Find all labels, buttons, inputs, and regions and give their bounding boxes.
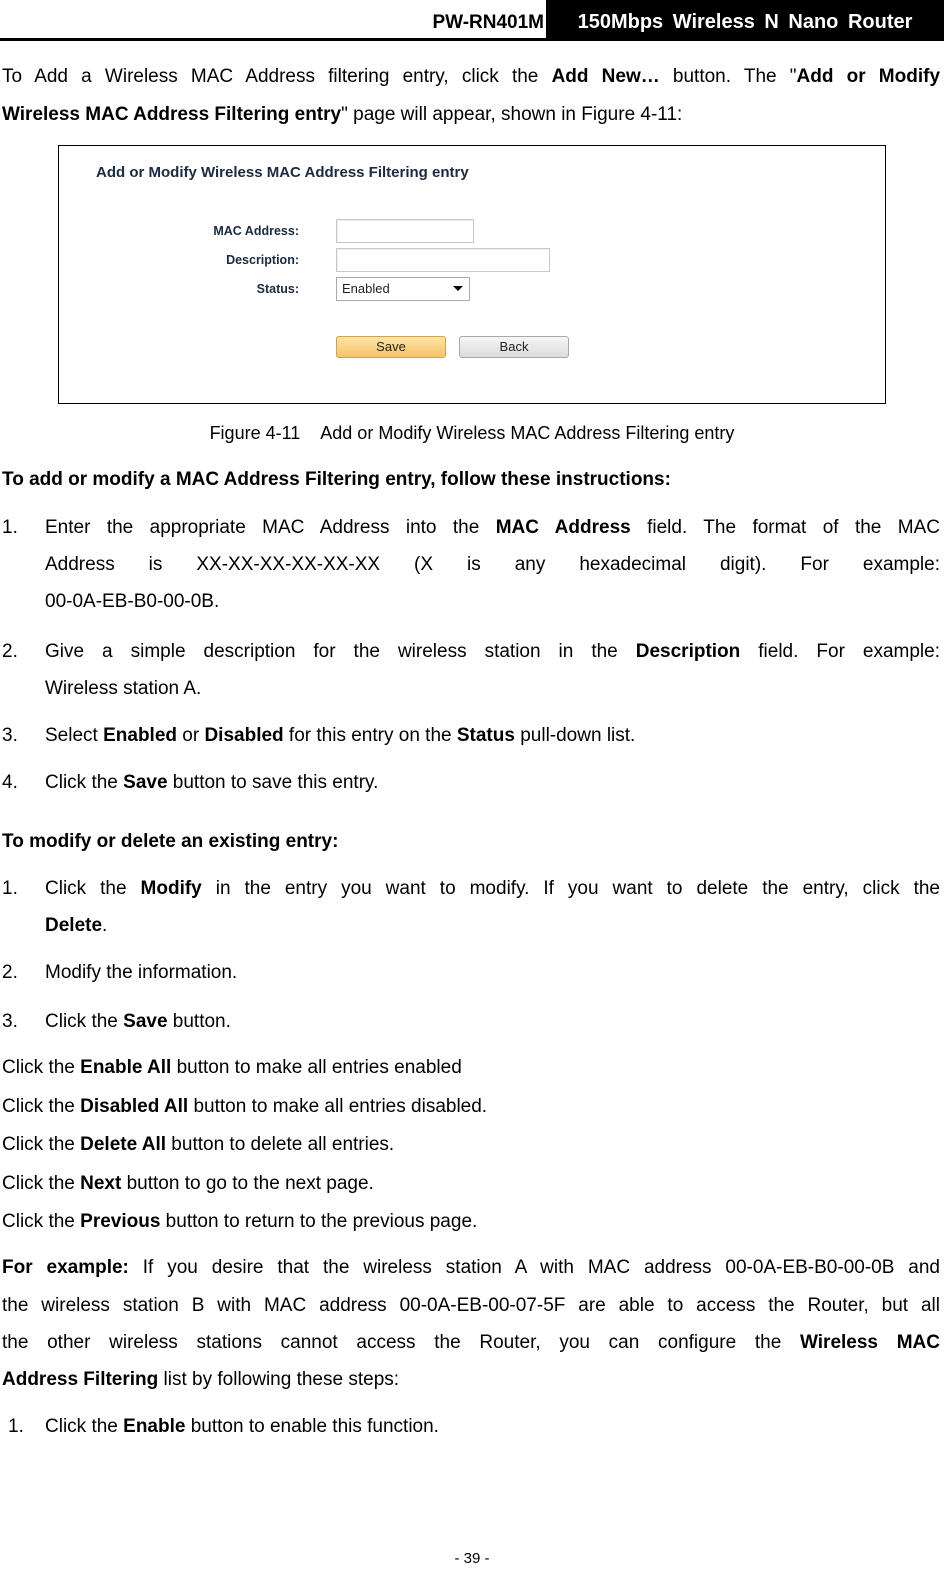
model-name: PW-RN401M <box>432 12 544 33</box>
back-button[interactable]: Back <box>459 336 569 358</box>
example-line-1: For example: If you desire that the wireless station A with MAC address 00-0A-EB-B0-00-0B and <box>2 1257 940 1278</box>
chevron-down-icon <box>453 286 463 291</box>
description-input[interactable] <box>336 248 550 272</box>
status-label: Status: <box>256 282 299 296</box>
figure-caption: Figure 4-11 Add or Modify Wireless MAC Address Filtering entry <box>209 423 735 443</box>
click-line-previous: Click the Previous button to return to the previous page. <box>2 1211 478 1232</box>
add-heading: To add or modify a MAC Address Filtering entry, follow these instructions: <box>2 469 671 490</box>
header-rule <box>0 38 944 41</box>
mac-address-input[interactable] <box>336 219 474 243</box>
figure-title: Add or Modify Wireless MAC Address Filtering entry <box>96 164 469 181</box>
figure-screenshot <box>58 145 886 404</box>
intro-line-2: Wireless MAC Address Filtering entry" page will appear, shown in Figure 4-11: <box>2 104 683 125</box>
click-line-delete-all: Click the Delete All button to delete all entries. <box>2 1134 395 1155</box>
intro-line-1: To Add a Wireless MAC Address filtering entry, click the Add New… button. The "Add or Modify <box>2 66 941 87</box>
modify-heading: To modify or delete an existing entry: <box>2 831 339 852</box>
mac-address-label: MAC Address: <box>213 224 299 238</box>
description-label: Description: <box>226 253 299 267</box>
page-number: - 39 - <box>454 1550 490 1567</box>
click-line-next: Click the Next button to go to the next page. <box>2 1173 374 1194</box>
click-line-enable-all: Click the Enable All button to make all entries enabled <box>2 1057 462 1078</box>
save-button[interactable]: Save <box>336 336 446 358</box>
example-line-4: Address Filtering list by following these steps: <box>2 1369 400 1390</box>
page-header <box>0 0 944 40</box>
status-select-value: Enabled <box>342 281 390 296</box>
header-title: 150Mbps Wireless N Nano Router <box>546 0 944 40</box>
click-line-disabled-all: Click the Disabled All button to make all entries disabled. <box>2 1096 488 1117</box>
example-line-3: the other wireless stations cannot access the Router, you can configure the Wireless MAC <box>2 1332 940 1353</box>
example-line-2: the wireless station B with MAC address 00-0A-EB-00-07-5F are able to access the Router, but all <box>2 1295 940 1316</box>
status-select[interactable] <box>336 277 470 301</box>
